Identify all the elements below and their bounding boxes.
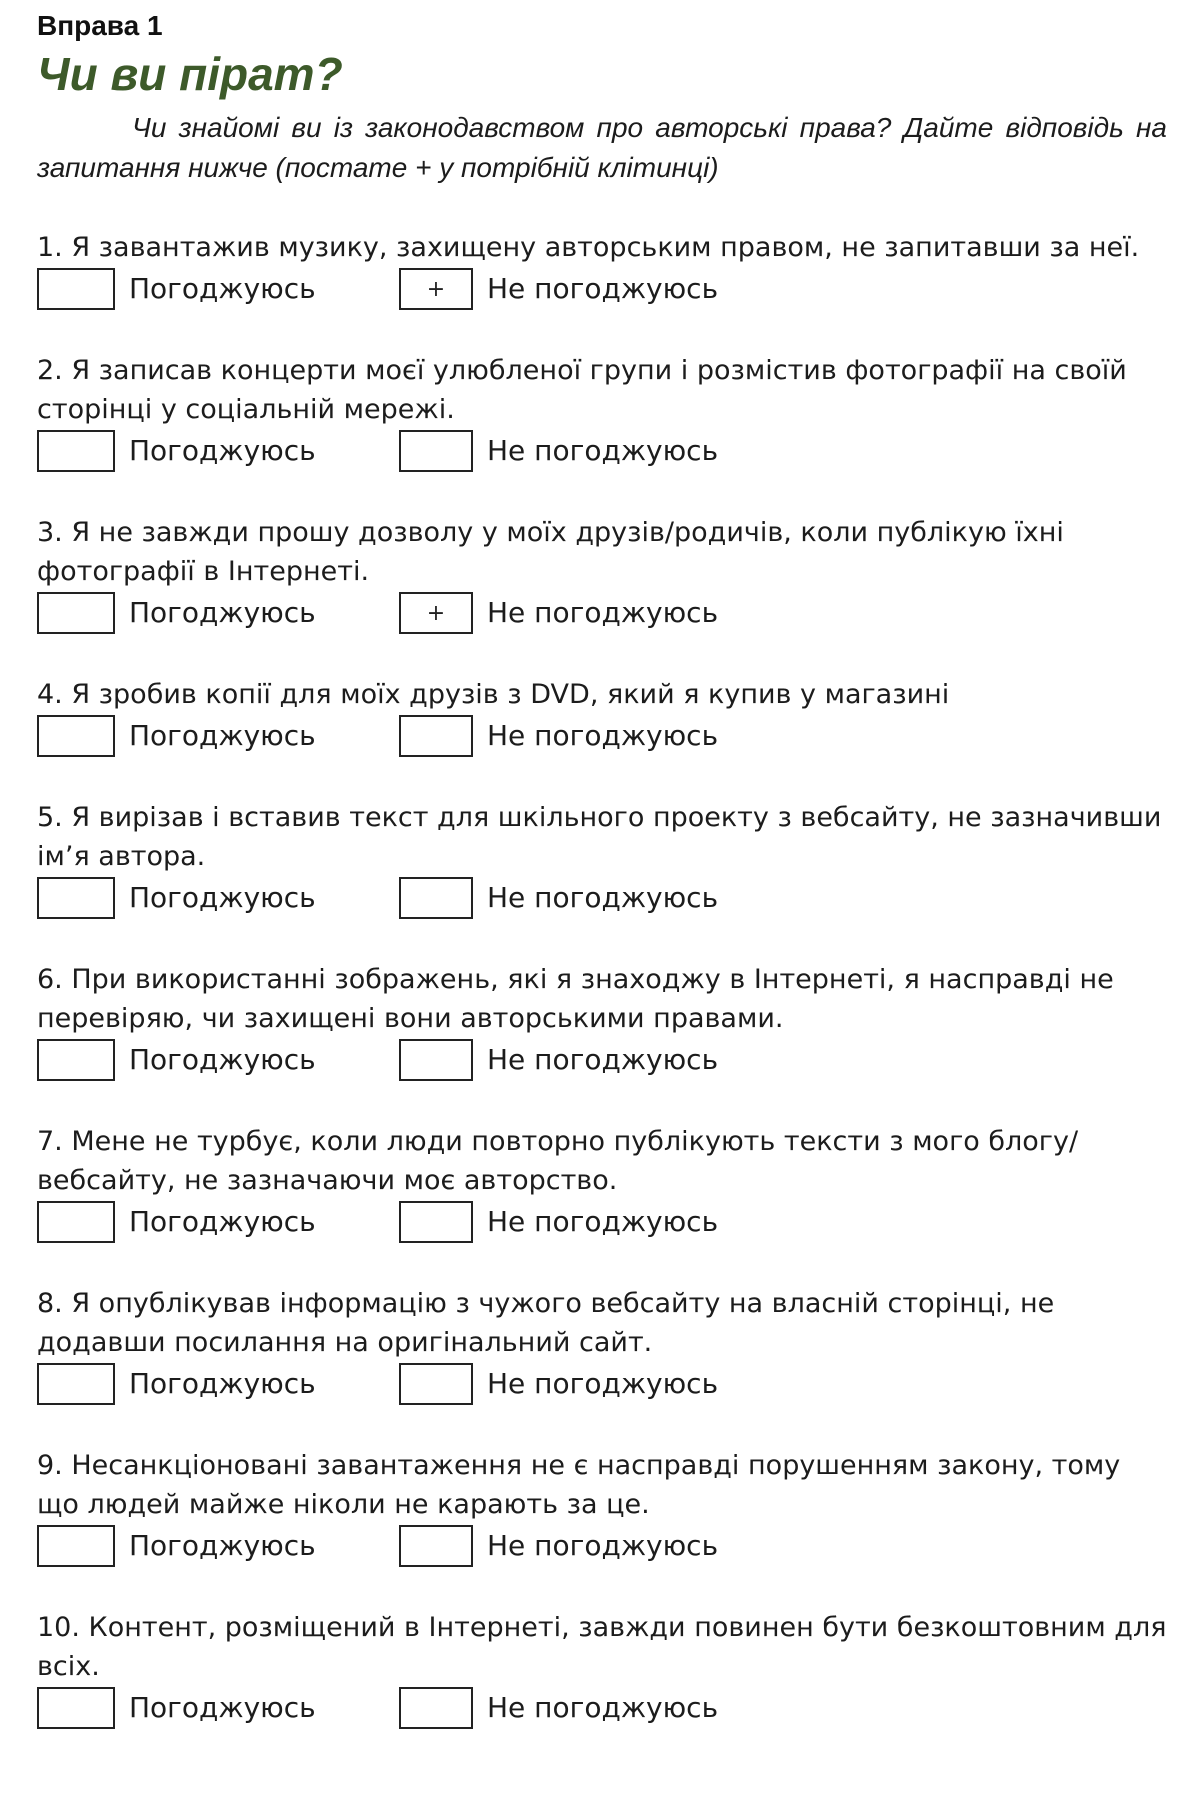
agree-option: [37, 715, 399, 757]
disagree-checkbox[interactable]: [399, 715, 473, 757]
question-list: [37, 228, 1167, 1730]
agree-option: [37, 877, 399, 919]
disagree-option: [399, 268, 718, 310]
agree-checkbox[interactable]: [37, 1039, 115, 1081]
disagree-option: [399, 1363, 718, 1405]
disagree-checkbox[interactable]: [399, 1363, 473, 1405]
agree-label: Погоджуюсь: [129, 596, 316, 629]
agree-checkbox[interactable]: [37, 592, 115, 634]
question-item: [37, 228, 1167, 311]
question-item: [37, 798, 1167, 920]
disagree-option: [399, 715, 718, 757]
question-text: 9. Несанкціоновані завантаження не є насправді порушенням закону, тому що людей майже ніколи не карають за це.: [37, 1450, 1121, 1520]
question-text: 10. Контент, розміщений в Інтернеті, завжди повинен бути безкоштовним для всіх.: [37, 1612, 1167, 1682]
answer-options: [37, 1524, 1167, 1568]
exercise-label: Вправа 1: [37, 10, 163, 41]
answer-options: [37, 429, 1167, 473]
agree-option: [37, 1201, 399, 1243]
agree-checkbox[interactable]: [37, 715, 115, 757]
answer-options: [37, 1038, 1167, 1082]
question-text: 2. Я записав концерти моєї улюбленої групи і розмістив фотографії на своїй сторінці у соціальній мережі.: [37, 355, 1127, 425]
agree-option: [37, 1039, 399, 1081]
disagree-label: Не погоджуюсь: [487, 881, 719, 914]
question-item: [37, 1608, 1167, 1730]
answer-options: [37, 1200, 1167, 1244]
disagree-label: Не погоджуюсь: [487, 1367, 719, 1400]
agree-label: Погоджуюсь: [129, 719, 316, 752]
disagree-label: Не погоджуюсь: [487, 1205, 719, 1238]
disagree-label: Не погоджуюсь: [487, 596, 719, 629]
agree-option: [37, 430, 399, 472]
disagree-checkbox[interactable]: [399, 1525, 473, 1567]
question-item: [37, 1284, 1167, 1406]
disagree-option: [399, 877, 718, 919]
question-text: 7. Мене не турбує, коли люди повторно публікують тексти з мого блогу/вебсайту, не зазначаючи моє авторство.: [37, 1126, 1079, 1196]
agree-option: [37, 1363, 399, 1405]
agree-label: Погоджуюсь: [129, 1691, 316, 1724]
disagree-option: [399, 430, 718, 472]
agree-checkbox[interactable]: [37, 268, 115, 310]
page-title: Чи ви пірат?: [37, 48, 343, 100]
question-item: [37, 675, 1167, 758]
disagree-option: [399, 1687, 718, 1729]
question-item: [37, 351, 1167, 473]
disagree-option: [399, 1201, 718, 1243]
disagree-checkbox[interactable]: +: [399, 268, 473, 310]
answer-options: [37, 1362, 1167, 1406]
agree-option: [37, 1687, 399, 1729]
agree-checkbox[interactable]: [37, 1363, 115, 1405]
question-text: 5. Я вирізав і вставив текст для шкільного проекту з вебсайту, не зазначивши ім’я автора.: [37, 802, 1162, 872]
question-text: 4. Я зробив копії для моїх друзів з DVD, який я купив у магазині: [37, 679, 950, 710]
agree-label: Погоджуюсь: [129, 1367, 316, 1400]
disagree-option: [399, 1039, 718, 1081]
question-text: 6. При використанні зображень, які я знаходжу в Інтернеті, я насправді не перевіряю, чи захищені вони авторськими правами.: [37, 964, 1114, 1034]
question-item: [37, 1122, 1167, 1244]
agree-option: [37, 592, 399, 634]
answer-options: [37, 714, 1167, 758]
question-text: 1. Я завантажив музику, захищену авторським правом, не запитавши за неї.: [37, 232, 1140, 263]
disagree-label: Не погоджуюсь: [487, 1691, 719, 1724]
answer-options: [37, 876, 1167, 920]
disagree-checkbox[interactable]: [399, 877, 473, 919]
agree-checkbox[interactable]: [37, 430, 115, 472]
agree-label: Погоджуюсь: [129, 1205, 316, 1238]
agree-option: [37, 1525, 399, 1567]
disagree-label: Не погоджуюсь: [487, 719, 719, 752]
disagree-checkbox[interactable]: [399, 430, 473, 472]
agree-label: Погоджуюсь: [129, 434, 316, 467]
answer-options: [37, 267, 1167, 311]
question-text: 8. Я опублікував інформацію з чужого вебсайту на власній сторінці, не додавши посилання на оригінальний сайт.: [37, 1288, 1055, 1358]
agree-checkbox[interactable]: [37, 1201, 115, 1243]
disagree-checkbox[interactable]: [399, 1687, 473, 1729]
disagree-checkbox[interactable]: [399, 1201, 473, 1243]
agree-checkbox[interactable]: [37, 877, 115, 919]
agree-option: [37, 268, 399, 310]
question-text: 3. Я не завжди прошу дозволу у моїх друзів/родичів, коли публікую їхні фотографії в Інтернеті.: [37, 517, 1064, 587]
disagree-checkbox[interactable]: +: [399, 592, 473, 634]
agree-label: Погоджуюсь: [129, 272, 316, 305]
disagree-label: Не погоджуюсь: [487, 1529, 719, 1562]
worksheet-page: [37, 8, 1167, 1770]
disagree-label: Не погоджуюсь: [487, 434, 719, 467]
disagree-option: [399, 1525, 718, 1567]
agree-label: Погоджуюсь: [129, 1529, 316, 1562]
question-item: [37, 513, 1167, 635]
agree-label: Погоджуюсь: [129, 1043, 316, 1076]
agree-checkbox[interactable]: [37, 1525, 115, 1567]
disagree-label: Не погоджуюсь: [487, 1043, 719, 1076]
disagree-option: [399, 592, 718, 634]
disagree-checkbox[interactable]: [399, 1039, 473, 1081]
question-item: [37, 1446, 1167, 1568]
instructions-text: Чи знайомі ви із законодавством про авторські права? Дайте відповідь на запитання нижче (постате + у потрібній клітинці): [37, 112, 1167, 183]
answer-options: [37, 1686, 1167, 1730]
question-item: [37, 960, 1167, 1082]
agree-label: Погоджуюсь: [129, 881, 316, 914]
disagree-label: Не погоджуюсь: [487, 272, 719, 305]
answer-options: [37, 591, 1167, 635]
agree-checkbox[interactable]: [37, 1687, 115, 1729]
